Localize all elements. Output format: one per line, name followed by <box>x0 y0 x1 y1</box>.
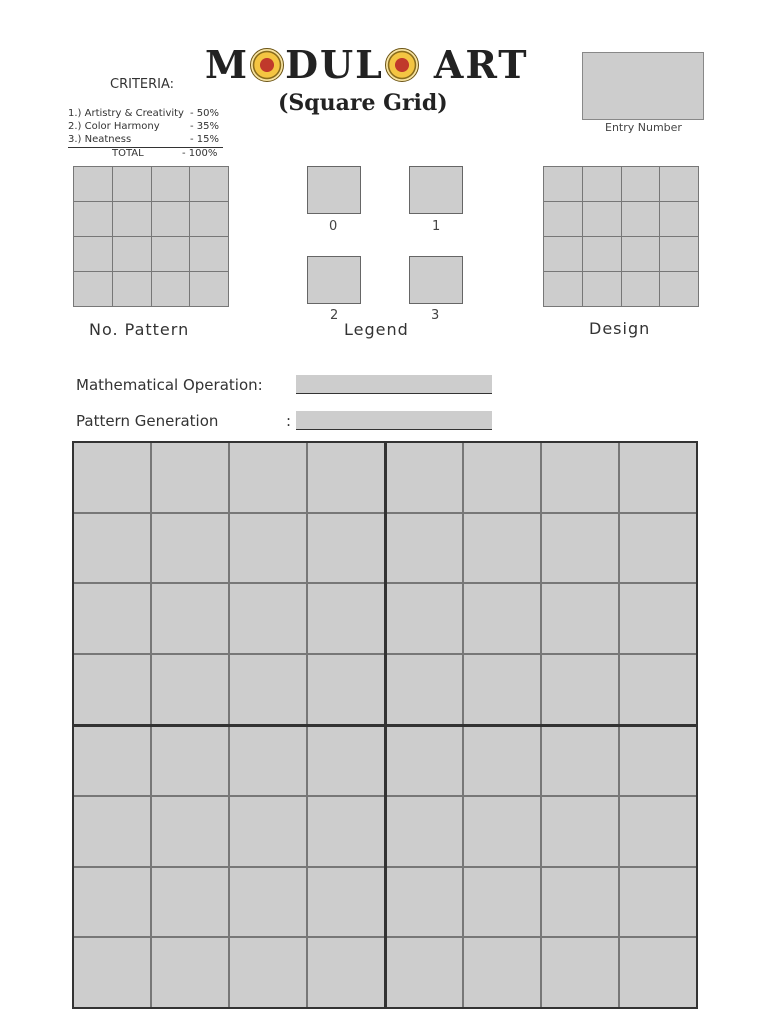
grid-cell[interactable] <box>230 868 306 937</box>
grid-cell[interactable] <box>542 443 618 512</box>
grid-cell[interactable] <box>308 443 384 512</box>
criteria-item-value: - 35% <box>190 121 220 132</box>
legend-square-2[interactable] <box>307 256 361 304</box>
grid-cell[interactable] <box>230 655 306 724</box>
grid-cell[interactable] <box>660 272 698 306</box>
seal-logo-icon <box>385 48 419 82</box>
legend-number: 3 <box>431 308 440 323</box>
grid-cell[interactable] <box>620 938 696 1007</box>
grid-cell[interactable] <box>190 202 228 236</box>
grid-cell[interactable] <box>230 938 306 1007</box>
grid-cell[interactable] <box>113 237 151 271</box>
criteria-item-name: 2.) Color Harmony <box>68 121 160 132</box>
grid-cell[interactable] <box>113 202 151 236</box>
grid-cell[interactable] <box>542 938 618 1007</box>
criteria-item-value: - 50% <box>190 108 220 119</box>
grid-cell[interactable] <box>542 584 618 653</box>
grid-cell[interactable] <box>387 584 463 653</box>
grid-cell[interactable] <box>74 584 150 653</box>
grid-cell[interactable] <box>190 167 228 201</box>
seal-logo-icon <box>250 48 284 82</box>
grid-cell[interactable] <box>152 443 228 512</box>
grid-cell[interactable] <box>230 584 306 653</box>
criteria-item-name: 1.) Artistry & Creativity <box>68 108 184 119</box>
grid-cell[interactable] <box>620 797 696 866</box>
grid-cell[interactable] <box>622 237 660 271</box>
grid-cell[interactable] <box>542 655 618 724</box>
grid-cell[interactable] <box>583 202 621 236</box>
grid-cell[interactable] <box>74 167 112 201</box>
grid-cell[interactable] <box>622 167 660 201</box>
legend-number: 2 <box>330 308 339 323</box>
grid-cell[interactable] <box>660 237 698 271</box>
title-letters-dul: DUL <box>285 42 384 87</box>
grid-cell[interactable] <box>464 868 540 937</box>
grid-cell[interactable] <box>230 797 306 866</box>
grid-cell[interactable] <box>308 727 384 796</box>
legend-number: 1 <box>432 219 441 234</box>
grid-cell[interactable] <box>464 584 540 653</box>
grid-quadrant <box>74 727 384 1008</box>
grid-cell[interactable] <box>74 797 150 866</box>
grid-cell[interactable] <box>583 272 621 306</box>
grid-cell[interactable] <box>74 272 112 306</box>
entry-number-label: Entry Number <box>605 121 682 134</box>
grid-cell[interactable] <box>620 727 696 796</box>
pattern-generation-field[interactable] <box>296 411 492 430</box>
grid-cell[interactable] <box>74 443 150 512</box>
criteria-total-value: - 100% <box>182 148 218 159</box>
grid-cell[interactable] <box>387 655 463 724</box>
grid-cell[interactable] <box>464 443 540 512</box>
main-art-grid[interactable] <box>72 441 698 1009</box>
criteria-item-name: 3.) Neatness <box>68 134 132 145</box>
grid-cell[interactable] <box>152 272 190 306</box>
grid-cell[interactable] <box>74 938 150 1007</box>
grid-cell[interactable] <box>152 202 190 236</box>
pattern-generation-label: Pattern Generation <box>76 412 219 430</box>
grid-cell[interactable] <box>308 938 384 1007</box>
grid-cell[interactable] <box>190 237 228 271</box>
grid-cell[interactable] <box>74 868 150 937</box>
grid-cell[interactable] <box>542 868 618 937</box>
grid-cell[interactable] <box>190 272 228 306</box>
number-pattern-label: No. Pattern <box>89 320 190 339</box>
grid-cell[interactable] <box>230 514 306 583</box>
grid-cell[interactable] <box>308 514 384 583</box>
grid-cell[interactable] <box>544 237 582 271</box>
grid-cell[interactable] <box>152 727 228 796</box>
grid-cell[interactable] <box>152 938 228 1007</box>
grid-cell[interactable] <box>230 443 306 512</box>
grid-cell[interactable] <box>152 655 228 724</box>
grid-cell[interactable] <box>152 514 228 583</box>
grid-cell[interactable] <box>620 514 696 583</box>
grid-cell[interactable] <box>620 868 696 937</box>
grid-cell[interactable] <box>230 727 306 796</box>
grid-cell[interactable] <box>152 167 190 201</box>
page-title <box>205 42 575 87</box>
grid-cell[interactable] <box>113 167 151 201</box>
grid-cell[interactable] <box>464 727 540 796</box>
grid-cell[interactable] <box>620 584 696 653</box>
grid-cell[interactable] <box>74 655 150 724</box>
grid-cell[interactable] <box>542 727 618 796</box>
grid-cell[interactable] <box>660 167 698 201</box>
grid-cell[interactable] <box>308 655 384 724</box>
title-letter-m: M <box>205 42 250 87</box>
grid-cell[interactable] <box>387 727 463 796</box>
grid-cell[interactable] <box>542 797 618 866</box>
grid-cell[interactable] <box>583 167 621 201</box>
grid-cell[interactable] <box>620 443 696 512</box>
grid-cell[interactable] <box>308 584 384 653</box>
grid-cell[interactable] <box>308 868 384 937</box>
title-word-art: ART <box>433 42 529 87</box>
grid-cell[interactable] <box>152 797 228 866</box>
grid-cell[interactable] <box>622 202 660 236</box>
number-pattern-grid[interactable] <box>73 166 229 307</box>
grid-cell[interactable] <box>308 797 384 866</box>
grid-cell[interactable] <box>152 584 228 653</box>
grid-cell[interactable] <box>622 272 660 306</box>
grid-cell[interactable] <box>620 655 696 724</box>
grid-cell[interactable] <box>544 272 582 306</box>
legend-square-0[interactable] <box>307 166 361 214</box>
grid-cell[interactable] <box>544 202 582 236</box>
grid-cell[interactable] <box>387 443 463 512</box>
pattern-generation-colon: : <box>286 412 292 430</box>
grid-cell[interactable] <box>74 237 112 271</box>
grid-cell[interactable] <box>660 202 698 236</box>
grid-cell[interactable] <box>464 938 540 1007</box>
grid-cell[interactable] <box>152 868 228 937</box>
grid-cell[interactable] <box>74 202 112 236</box>
criteria-item-value: - 15% <box>190 134 220 145</box>
grid-cell[interactable] <box>464 514 540 583</box>
grid-quadrant <box>387 443 697 724</box>
entry-number-box[interactable] <box>582 52 704 120</box>
grid-cell[interactable] <box>387 868 463 937</box>
grid-cell[interactable] <box>544 167 582 201</box>
grid-cell[interactable] <box>542 514 618 583</box>
math-operation-label: Mathematical Operation: <box>76 376 263 394</box>
grid-cell[interactable] <box>152 237 190 271</box>
page-subtitle: (Square Grid) <box>278 90 448 116</box>
legend-number: 0 <box>329 219 338 234</box>
design-grid[interactable] <box>543 166 699 307</box>
math-operation-field[interactable] <box>296 375 492 394</box>
criteria-heading: CRITERIA: <box>110 77 175 92</box>
grid-cell[interactable] <box>74 727 150 796</box>
grid-cell[interactable] <box>464 655 540 724</box>
grid-cell[interactable] <box>387 514 463 583</box>
legend-label: Legend <box>344 320 409 339</box>
grid-cell[interactable] <box>387 938 463 1007</box>
criteria-total-name: TOTAL <box>112 148 144 159</box>
grid-quadrant <box>74 443 384 724</box>
design-label: Design <box>589 319 651 338</box>
grid-cell[interactable] <box>113 272 151 306</box>
grid-cell[interactable] <box>583 237 621 271</box>
grid-cell[interactable] <box>464 797 540 866</box>
grid-cell[interactable] <box>74 514 150 583</box>
grid-cell[interactable] <box>387 797 463 866</box>
legend-square-1[interactable] <box>409 166 463 214</box>
legend-square-3[interactable] <box>409 256 463 304</box>
grid-quadrant <box>387 727 697 1008</box>
